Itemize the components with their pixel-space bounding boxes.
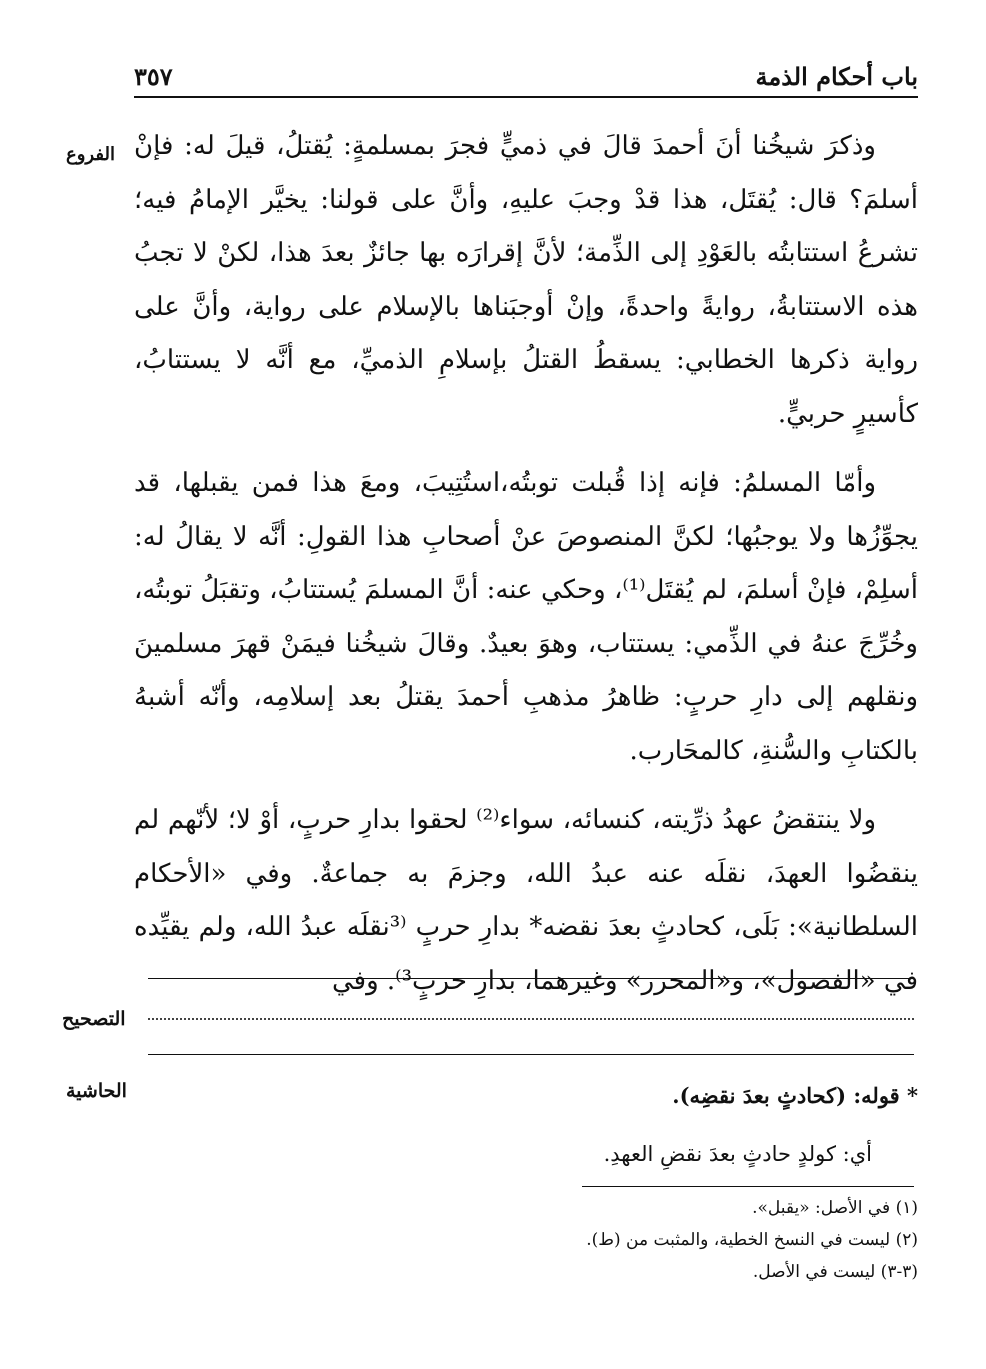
section-divider bbox=[148, 978, 914, 979]
section-divider bbox=[148, 1054, 914, 1055]
footnote: (٣-٣) ليست في الأصل. bbox=[752, 1262, 918, 1282]
footnotes bbox=[134, 1192, 918, 1288]
margin-label-furu: الفروع bbox=[66, 144, 115, 165]
chapter-title: باب أحكام الذمة bbox=[755, 62, 918, 91]
tashih-dotted-line bbox=[148, 1018, 914, 1020]
header-rule bbox=[134, 96, 918, 98]
footnote-rule bbox=[582, 1186, 914, 1187]
main-paragraph: وذكرَ شيخُنا أنَ أحمدَ قالَ في ذميٍّ فجرَ بمسلمةٍ: يُقتلُ، قيلَ له: فإنْ أسلمَ؟ قال: يُقتَل، هذا قدْ وجبَ عليهِ، وأنَّ على قولنا: يخيَّر الإمامُ فيه؛ تشرعُ استتابتُه بالعَوْدِ إلى الذِّمة؛ لأنَّ إقرارَه بها جائزٌ بعدَ هذا، لكنْ لا تجبُ هذه الاستتابةُ، روايةً واحدةً، وإنْ أوجبَناها بالإسلام على رواية، وأنَّ على رواية ذكرها الخطابي: يسقطُ القتلُ بإسلامِ الذميِّ، مع أنَّه لا يستتابُ، كأسيرٍ حربيٍّ. bbox=[134, 131, 918, 429]
commentary-entry: * قوله: (كحادثٍ بعدَ نقضِه). bbox=[672, 1083, 918, 1108]
commentary-section bbox=[134, 1076, 918, 1174]
running-header bbox=[134, 58, 918, 98]
commentary-explanation: أي: كولدٍ حادثٍ بعدَ نقضِ العهدِ. bbox=[603, 1142, 872, 1166]
footnote: (٢) ليست في النسخ الخطية، والمثبت من (ط). bbox=[586, 1230, 918, 1250]
margin-label-tashih: التصحيح bbox=[62, 1008, 126, 1030]
main-text bbox=[134, 120, 918, 1008]
footnote: (١) في الأصل: «يقبل». bbox=[752, 1198, 918, 1218]
margin-label-hashiya: الحاشية bbox=[66, 1080, 127, 1102]
main-paragraph: وأمّا المسلمُ: فإنه إذا قُبلت توبتُه،استُتِيبَ، ومعَ هذا فمن يقبلها، قد يجوِّزُها ولا يوجبُها؛ لكنَّ المنصوصَ عنْ أصحابِ هذا القولِ: أنَّه لا يقالُ له: أسلِمْ، فإنْ أسلمَ، لم يُقتَل⁽¹⁾، وحكي عنه: أنَّ المسلمَ يُستتابُ، وتقبَلُ توبتُه، وخُرِّجَ عنهُ في الذِّمي: يستتاب، وهوَ بعيدٌ. وقالَ شيخُنا فيمَنْ قهرَ مسلمينَ ونقلهم إلى دارِ حربٍ: ظاهرُ مذهبِ أحمدَ يقتلُ بعد إسلامِه، وأنّه أشبهُ بالكتابِ والسُّنةِ، كالمحَارب. bbox=[134, 468, 918, 766]
page-number: ٣٥٧ bbox=[134, 62, 173, 91]
main-paragraph: ولا ينتقضُ عهدُ ذرِّيته، كنسائه، سواء⁽²⁾ لحقوا بدارِ حربٍ، أوْ لا؛ لأنّهم لم ينقضُوا العهدَ، نقلَه عنه عبدُ الله، وجزمَ به جماعةٌ. وفي «الأحكام السلطانية»: بَلَى، كحادثٍ بعدَ نقضه* بدارِ حربٍ ⁽³نقلَه عبدُ الله، ولم يقيِّده في «الفصول»، و«المحرر» وغيرهما، بدارِ حربٍ³⁾. وفي bbox=[134, 805, 918, 996]
